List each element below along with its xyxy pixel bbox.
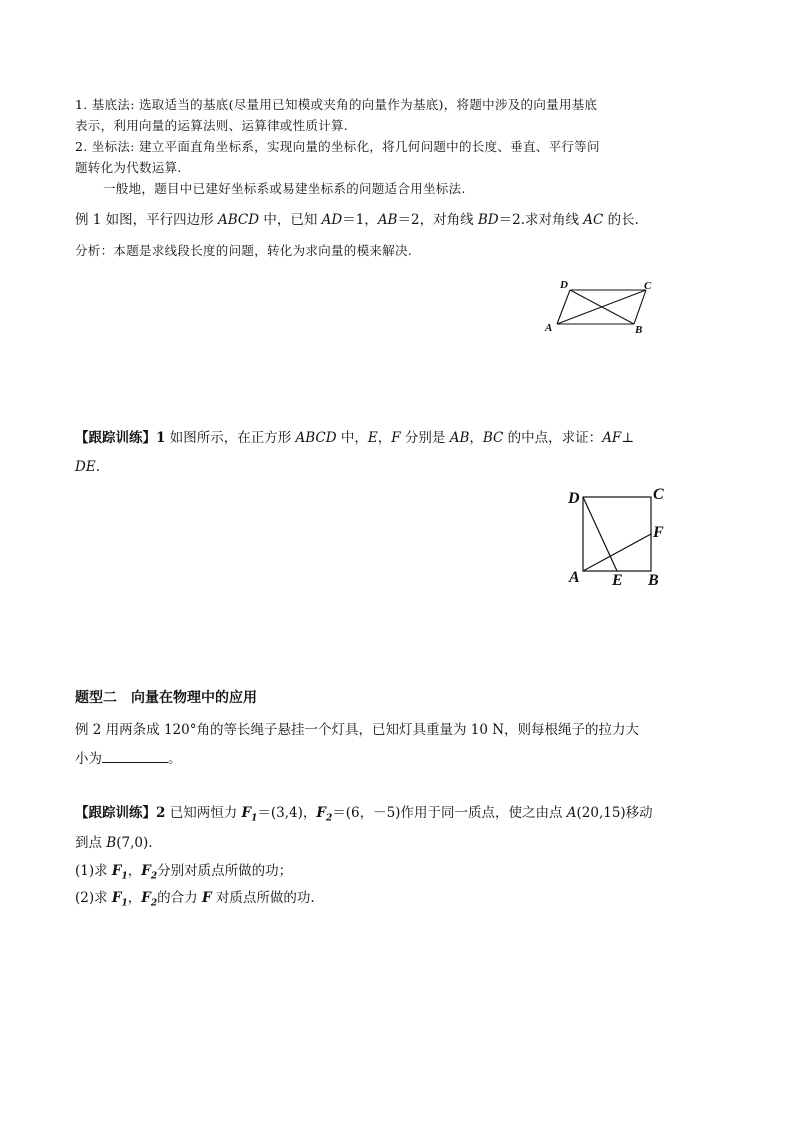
- segment-AF: [583, 534, 651, 571]
- label-E: E: [612, 572, 623, 589]
- label-A: A: [569, 569, 580, 586]
- example-2-line-1: 例 2 用两条成 120°角的等长绳子悬挂一个灯具，已知灯具重量为 10 N，则每根绳子的拉力大: [75, 722, 640, 738]
- side-DA: [557, 290, 570, 324]
- side-BC: [634, 290, 646, 324]
- label-B: B: [635, 324, 643, 336]
- answer-blank[interactable]: [102, 749, 168, 763]
- label-F: F: [653, 524, 664, 541]
- label-C: C: [644, 280, 652, 292]
- method-coordinate-line-2: 题转化为代数运算.: [75, 160, 182, 175]
- training-2: 【跟踪训练】2 已知两恒力 $F_1=(3,4)$，$F_2=(6$，－5)作用于同一质点，使之由点 A(20,15)移动: [75, 805, 653, 824]
- label-C: C: [653, 486, 664, 503]
- example-2-line-2: 小为 。: [75, 751, 182, 767]
- label-B: B: [648, 572, 659, 589]
- segment-DE: [583, 497, 617, 571]
- diagonal-BD: [570, 290, 634, 324]
- square-figure: [560, 482, 680, 592]
- section-title: 题型二 向量在物理中的应用: [75, 690, 257, 706]
- method-basis-line-2: 表示，利用向量的运算法则、运算律或性质计算.: [75, 118, 349, 133]
- label-A: A: [545, 322, 553, 334]
- parallelogram-figure: [540, 272, 660, 342]
- example-1-analysis: 分析：本题是求线段长度的问题，转化为求向量的模来解决.: [75, 243, 413, 258]
- square-ABCD: [583, 497, 651, 571]
- example-1: 例 1 如图，平行四边形 ABCD 中，已知 AD＝1，AB＝2，对角线 BD＝2.求对角线 AC 的长.: [75, 212, 639, 228]
- question-1: (1)求 $F_1$，$F_2$分别对质点所做的功；: [75, 863, 293, 882]
- label-D: D: [568, 490, 580, 507]
- training-2-continued: 到点 B(7,0).: [75, 835, 153, 851]
- training-1-continued: DE.: [75, 459, 100, 475]
- training-1: 【跟踪训练】1 如图所示，在正方形 ABCD 中，E，F 分别是 AB，BC 的中点，求证：AF⊥: [75, 430, 635, 446]
- method-basis-line-1: 1. 基底法: 选取适当的基底(尽量用已知模或夹角的向量作为基底)，将题中涉及的向量用基底: [75, 97, 598, 112]
- method-coordinate-line-1: 2. 坐标法: 建立平面直角坐标系，实现向量的坐标化，将几何问题中的长度、垂直、平行等问: [75, 139, 600, 154]
- question-2: (2)求 $F_1$，$F_2$的合力 F 对质点所做的功.: [75, 890, 315, 909]
- label-D: D: [560, 279, 568, 291]
- method-note: 一般地，题目中已建好坐标系或易建坐标系的问题适合用坐标法.: [103, 181, 466, 196]
